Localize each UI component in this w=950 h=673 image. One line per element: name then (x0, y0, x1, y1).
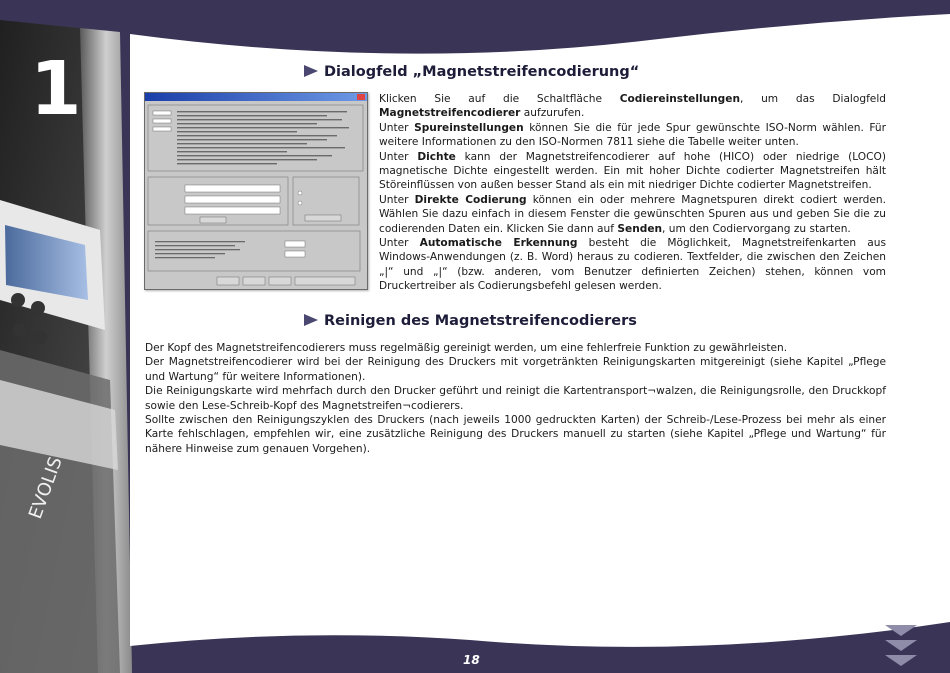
cleaning-section-text (145, 341, 886, 456)
paragraph: Unter Dichte kann der Magnetstreifencodierer auf hohe (HICO) oder niedrige (LOCO) magnetische Dichte eingestellt werden. Ein mit hoher Dichte codierter Magnetstreifen hält Störeinflüssen von außen besser Stand als ein mit niedriger Dichte codierter Magnetstreifen. (379, 150, 886, 192)
paragraph: Die Reinigungskarte wird mehrfach durch den Drucker geführt und reinigt die Kartentransport¬walzen, die Reinigungsrolle, den Druckkopf sowie den Lese-Schreib-Kopf des Magnetstreifen¬codierers. (145, 385, 886, 412)
section-heading-text: Reinigen des Magnetstreifencodierers (324, 313, 637, 329)
dialog-screenshot (144, 92, 368, 290)
paragraph: Der Magnetstreifencodierer wird bei der Reinigung des Druckers mit vorgetränkten Reinigungskarten mitgereinigt (siehe Kapitel „Pflege und Wartung“ für weitere Informationen). (145, 356, 886, 383)
arrow-right-icon (304, 314, 318, 326)
paragraph: Unter Automatische Erkennung besteht die Möglichkeit, Magnetstreifenkarten aus Windows-Anwendungen (z. B. Word) heraus zu codieren. Textfelder, die zwischen den Zeichen „|“ und „|“ (bzw. anderen, vom Benutzer definierten Zeichen) stehen, können vom Druckertreiber als Codierungsbefehl gelesen werden. (379, 237, 886, 293)
paragraph: Unter Spureinstellungen können Sie die für jede Spur gewünschte ISO-Norm wählen. Für weitere Informationen zu den ISO-Normen 7811 siehe die Tabelle weiter unten. (379, 121, 886, 149)
dialog-screenshot-body (145, 101, 367, 289)
printer-brand: EVOLIS (24, 454, 67, 522)
section-heading-text: Dialogfeld „Magnetstreifencodierung“ (324, 64, 640, 80)
paragraph: Klicken Sie auf die Schaltfläche Codiereinstellungen, um das Dialogfeld Magnetstreifencodierer aufzurufen. (379, 93, 886, 120)
section-heading-dialog (304, 64, 639, 80)
chevron-down-icon (885, 625, 917, 666)
paragraph: Der Kopf des Magnetstreifencodierers muss regelmäßig gereinigt werden, um eine fehlerfreie Funktion zu gewährleisten. (145, 342, 788, 354)
section-heading-cleaning (304, 313, 637, 329)
dialog-section-text (379, 92, 886, 294)
page-number: 18 (463, 653, 480, 667)
dialog-title-bar (145, 93, 367, 101)
close-icon (357, 94, 365, 100)
arrow-right-icon (304, 65, 318, 77)
paragraph: Sollte zwischen den Reinigungszyklen des Druckers (nach jeweils 1000 gedruckten Karten) der Schreib-/Lese-Prozess bei mehr als einer Karte fehlschlagen, empfehlen wir, eine zusätzliche Reinigung des Druckers manuell zu starten (siehe Kapitel „Pflege und Wartung“ für nähere Hinweise zum genauen Vorgehen). (145, 414, 886, 455)
chapter-number: 1 (30, 46, 82, 132)
paragraph: Unter Direkte Codierung können ein oder mehrere Magnetspuren direkt codiert werden. Wählen Sie dazu einfach in diesem Fenster die gewünschten Spuren aus und geben Sie die zu codierenden Daten ein. Klicken Sie dann auf Senden, um den Codiervorgang zu starten. (379, 193, 886, 235)
